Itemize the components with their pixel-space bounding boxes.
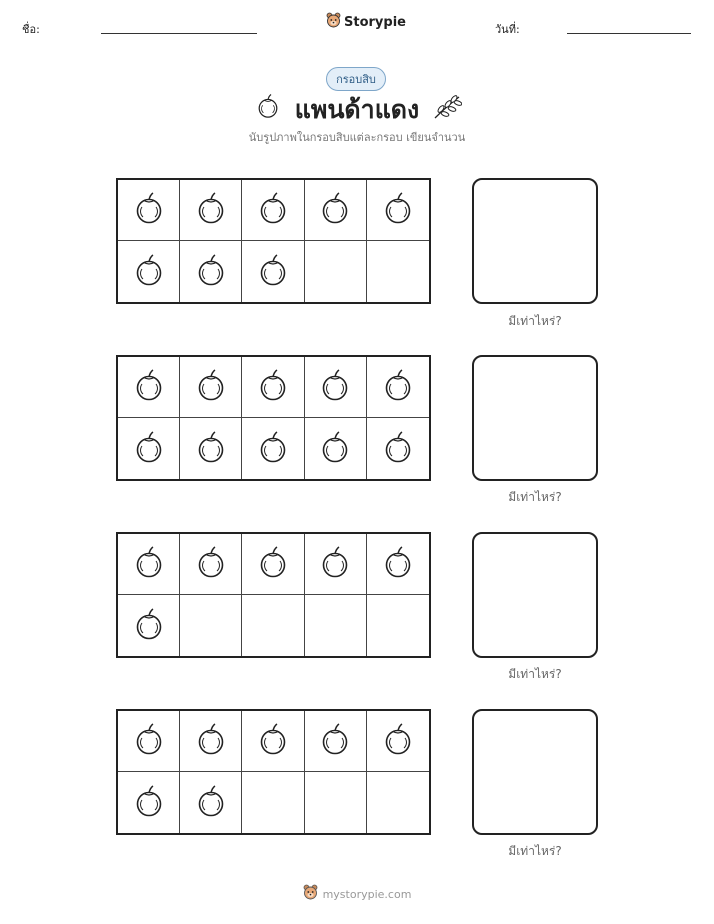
- frame-cell: [118, 418, 180, 479]
- frame-cell: [180, 357, 242, 418]
- frame-cell: [305, 772, 367, 833]
- tomato-icon: [256, 721, 290, 761]
- bear-icon: [326, 12, 341, 32]
- question-label-2: มีเท่าไหร่?: [508, 490, 562, 504]
- ten-frame-3: [116, 532, 431, 658]
- frame-cell: [180, 418, 242, 479]
- frame-cell: [242, 241, 304, 302]
- frame-cell: [118, 357, 180, 418]
- frame-cell: [367, 534, 429, 595]
- frame-cell: [305, 418, 367, 479]
- tomato-icon: [381, 721, 415, 761]
- frame-cell: [242, 534, 304, 595]
- tomato-icon: [256, 367, 290, 407]
- bear-icon: [303, 884, 318, 904]
- tomato-icon: [194, 367, 228, 407]
- question-label-3: มีเท่าไหร่?: [508, 667, 562, 681]
- frame-cell: [367, 772, 429, 833]
- tomato-icon: [132, 190, 166, 230]
- answer-box-2[interactable]: [472, 355, 598, 481]
- tomato-icon: [318, 544, 352, 584]
- frame-cell: [367, 180, 429, 241]
- leaf-icon: [432, 94, 462, 124]
- ten-frame-2: [116, 355, 431, 481]
- tomato-icon: [132, 367, 166, 407]
- name-line: [101, 33, 257, 34]
- frame-cell: [180, 595, 242, 656]
- frame-cell: [242, 418, 304, 479]
- ten-frame-1: [116, 178, 431, 304]
- frame-cell: [118, 534, 180, 595]
- tomato-icon: [318, 190, 352, 230]
- tomato-icon: [194, 544, 228, 584]
- frame-cell: [367, 418, 429, 479]
- tomato-icon: [318, 721, 352, 761]
- frame-cell: [305, 711, 367, 772]
- category-badge: กรอบสิบ: [326, 67, 386, 91]
- frame-cell: [305, 180, 367, 241]
- frame-cell: [367, 595, 429, 656]
- tomato-icon: [256, 544, 290, 584]
- frame-cell: [180, 772, 242, 833]
- name-label: ชื่อ:: [22, 23, 40, 36]
- tomato-icon: [132, 783, 166, 823]
- tomato-icon: [194, 252, 228, 292]
- page-title: แพนด้าแดง: [294, 95, 420, 124]
- tomato-icon: [132, 252, 166, 292]
- answer-box-3[interactable]: [472, 532, 598, 658]
- footer-url: mystorypie.com: [322, 887, 412, 901]
- frame-cell: [305, 241, 367, 302]
- brand: [326, 12, 406, 32]
- frame-cell: [180, 241, 242, 302]
- footer: [0, 884, 714, 904]
- tomato-icon: [194, 429, 228, 469]
- frame-cell: [118, 711, 180, 772]
- frame-cell: [180, 180, 242, 241]
- date-label: วันที่:: [495, 23, 520, 36]
- frame-cell: [242, 772, 304, 833]
- frame-cell: [242, 595, 304, 656]
- frame-cell: [367, 711, 429, 772]
- brand-name: Storypie: [344, 14, 406, 30]
- tomato-icon: [132, 606, 166, 646]
- tomato-icon: [256, 429, 290, 469]
- tomato-icon: [381, 544, 415, 584]
- tomato-icon: [132, 721, 166, 761]
- tomato-icon: [132, 544, 166, 584]
- tomato-icon: [256, 190, 290, 230]
- frame-cell: [305, 534, 367, 595]
- tomato-icon: [194, 783, 228, 823]
- instructions: นับรูปภาพในกรอบสิบแต่ละกรอบ เขียนจำนวน: [248, 131, 466, 144]
- tomato-icon: [256, 252, 290, 292]
- frame-cell: [118, 180, 180, 241]
- ten-frame-4: [116, 709, 431, 835]
- tomato-icon: [381, 429, 415, 469]
- tomato-icon: [194, 190, 228, 230]
- tomato-icon: [194, 721, 228, 761]
- date-line: [567, 33, 691, 34]
- frame-cell: [305, 595, 367, 656]
- tomato-icon: [318, 367, 352, 407]
- tomato-icon: [132, 429, 166, 469]
- answer-box-4[interactable]: [472, 709, 598, 835]
- tomato-icon: [381, 190, 415, 230]
- tomato-icon: [381, 367, 415, 407]
- question-label-4: มีเท่าไหร่?: [508, 844, 562, 858]
- frame-cell: [118, 772, 180, 833]
- frame-cell: [180, 711, 242, 772]
- frame-cell: [367, 241, 429, 302]
- frame-cell: [118, 241, 180, 302]
- frame-cell: [242, 357, 304, 418]
- question-label-1: มีเท่าไหร่?: [508, 314, 562, 328]
- frame-cell: [118, 595, 180, 656]
- tomato-icon: [318, 429, 352, 469]
- frame-cell: [242, 711, 304, 772]
- answer-box-1[interactable]: [472, 178, 598, 304]
- frame-cell: [180, 534, 242, 595]
- frame-cell: [305, 357, 367, 418]
- frame-cell: [242, 180, 304, 241]
- frame-cell: [367, 357, 429, 418]
